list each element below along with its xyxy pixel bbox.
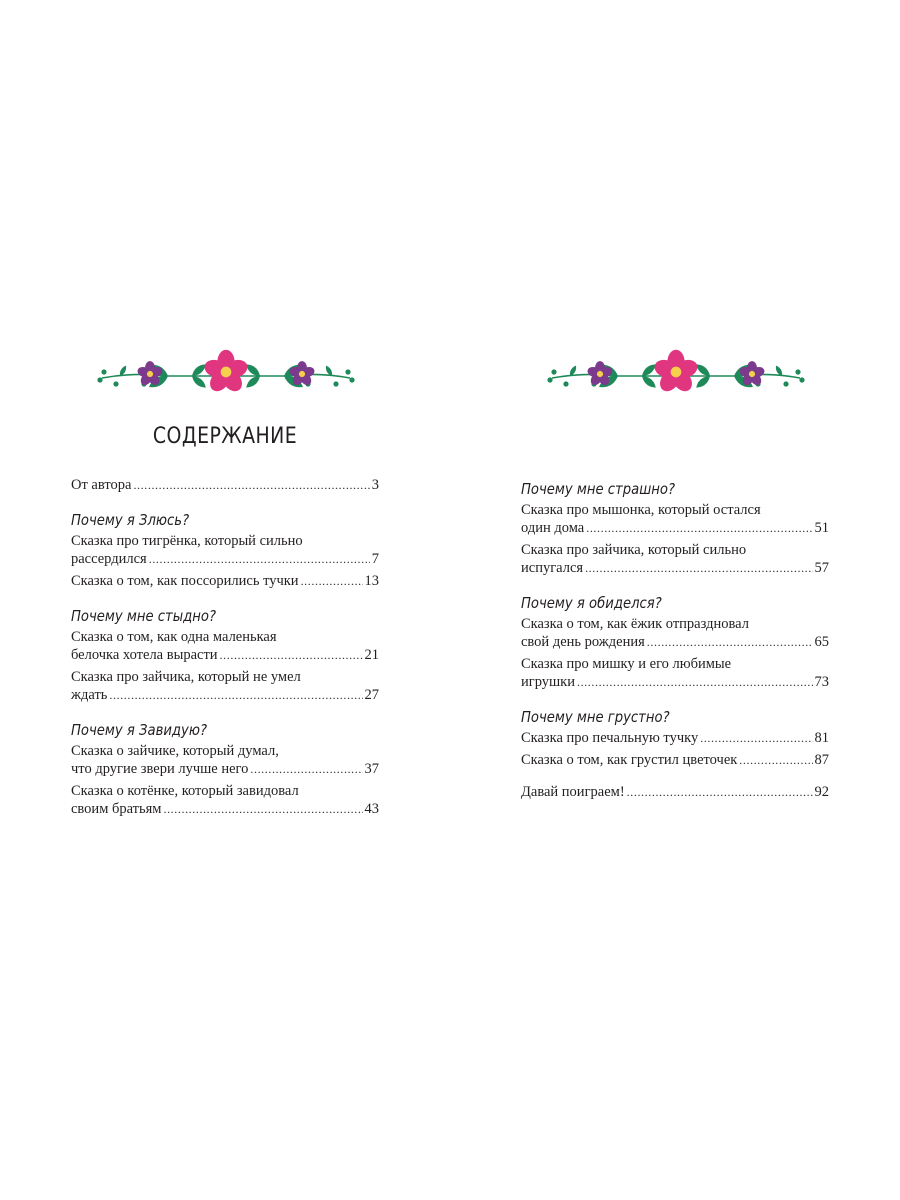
entry-title-line: Сказка о том, как одна маленькая — [71, 629, 277, 645]
berry-icon — [551, 369, 556, 374]
dot-leader — [109, 686, 362, 704]
entry-title-line: ждать — [71, 687, 108, 703]
entry-title-line: что другие звери лучше него — [71, 761, 249, 777]
entry-title-line: Сказка про печальную тучку — [521, 730, 699, 746]
page-number: 27 — [364, 687, 379, 703]
page-number: 92 — [814, 784, 829, 800]
berry-icon — [97, 377, 102, 382]
dot-leader — [585, 559, 812, 577]
table-of-contents-left — [71, 476, 379, 822]
entry-title-line: Сказка о том, как поссорились тучки — [71, 573, 299, 589]
berry-icon — [113, 381, 118, 386]
section-heading: Почему я обиделся? — [521, 594, 662, 612]
berry-icon — [547, 377, 552, 382]
pink-flower-icon — [652, 350, 700, 395]
toc-entry[interactable] — [521, 751, 829, 769]
toc-section — [521, 708, 829, 769]
toc-entry[interactable] — [71, 742, 379, 778]
berry-icon — [783, 381, 788, 386]
entry-title-line: своим братьям — [71, 801, 162, 817]
dot-leader — [577, 673, 813, 691]
dot-leader — [647, 633, 813, 651]
page-number: 13 — [364, 573, 379, 589]
berry-icon — [333, 381, 338, 386]
toc-entry[interactable] — [71, 628, 379, 664]
dot-leader — [586, 519, 812, 537]
entry-title-line: рассердился — [71, 551, 147, 567]
section-heading: Почему мне страшно? — [521, 480, 675, 498]
pink-flower-icon — [202, 350, 250, 395]
berry-icon — [101, 369, 106, 374]
entry-title-line: Сказка про зайчика, который сильно — [521, 542, 747, 558]
berry-icon — [799, 377, 804, 382]
page-number: 51 — [814, 520, 829, 536]
entry-title-line: свой день рождения — [521, 634, 645, 650]
section-heading: Почему я Завидую? — [71, 721, 208, 739]
dot-leader — [250, 760, 362, 778]
toc-entry[interactable] — [71, 476, 379, 494]
toc-section — [71, 607, 379, 704]
page-number: 81 — [814, 730, 829, 746]
toc-entry[interactable] — [71, 668, 379, 704]
table-of-contents-right — [521, 480, 829, 805]
toc-section — [71, 476, 379, 494]
entry-title-line: Сказка про мышонка, который остался — [521, 502, 761, 518]
berry-icon — [563, 381, 568, 386]
dot-leader — [220, 646, 363, 664]
entry-title-line: один дома — [521, 520, 585, 536]
toc-section — [521, 480, 829, 577]
entry-title-line: Давай поиграем! — [521, 784, 625, 800]
page-number: 3 — [371, 477, 379, 493]
dot-leader — [133, 476, 369, 494]
floral-ornament-icon — [96, 348, 356, 398]
floral-ornament-icon — [546, 348, 806, 398]
page-number: 21 — [364, 647, 379, 663]
toc-section — [71, 721, 379, 818]
toc-entry[interactable] — [521, 615, 829, 651]
dot-leader — [163, 800, 362, 818]
toc-section — [71, 511, 379, 590]
toc-section — [521, 783, 829, 801]
berry-icon — [345, 369, 350, 374]
page-number: 65 — [814, 634, 829, 650]
toc-entry[interactable] — [521, 501, 829, 537]
page-number: 43 — [364, 801, 379, 817]
toc-entry[interactable] — [521, 783, 829, 801]
entry-title-line: Сказка о том, как грустил цветочек — [521, 752, 738, 768]
entry-title-line: Сказка о зайчике, который думал, — [71, 743, 279, 759]
right-page — [450, 0, 900, 1200]
page-title: СОДЕРЖАНИЕ — [152, 424, 298, 449]
entry-title-line: Сказка про зайчика, который не умел — [71, 669, 301, 685]
entry-title-line: игрушки — [521, 674, 575, 690]
toc-entry[interactable] — [521, 655, 829, 691]
page-number: 73 — [814, 674, 829, 690]
section-heading: Почему я Злюсь? — [71, 511, 190, 529]
toc-entry[interactable] — [521, 729, 829, 747]
entry-title-line: испугался — [521, 560, 584, 576]
entry-title-line: От автора — [71, 477, 132, 493]
page-number: 87 — [814, 752, 829, 768]
toc-entry[interactable] — [71, 572, 379, 590]
entry-title-line: Сказка про мишку и его любимые — [521, 656, 732, 672]
entry-title-line: Сказка о котёнке, который завидовал — [71, 783, 299, 799]
page-number: 7 — [371, 551, 379, 567]
section-heading: Почему мне грустно? — [521, 708, 670, 726]
entry-title-line: белочка хотела вырасти — [71, 647, 218, 663]
entry-title-line: Сказка о том, как ёжик отпраздновал — [521, 616, 749, 632]
dot-leader — [627, 783, 813, 801]
dot-leader — [739, 751, 812, 769]
page-number: 37 — [364, 761, 379, 777]
dot-leader — [700, 729, 812, 747]
dot-leader — [301, 572, 363, 590]
entry-title-line: Сказка про тигрёнка, который сильно — [71, 533, 303, 549]
toc-entry[interactable] — [71, 532, 379, 568]
section-heading: Почему мне стыдно? — [71, 607, 217, 625]
toc-entry[interactable] — [521, 541, 829, 577]
berry-icon — [349, 377, 354, 382]
dot-leader — [149, 550, 370, 568]
toc-entry[interactable] — [71, 782, 379, 818]
toc-section — [521, 594, 829, 691]
page-number: 57 — [814, 560, 829, 576]
berry-icon — [795, 369, 800, 374]
